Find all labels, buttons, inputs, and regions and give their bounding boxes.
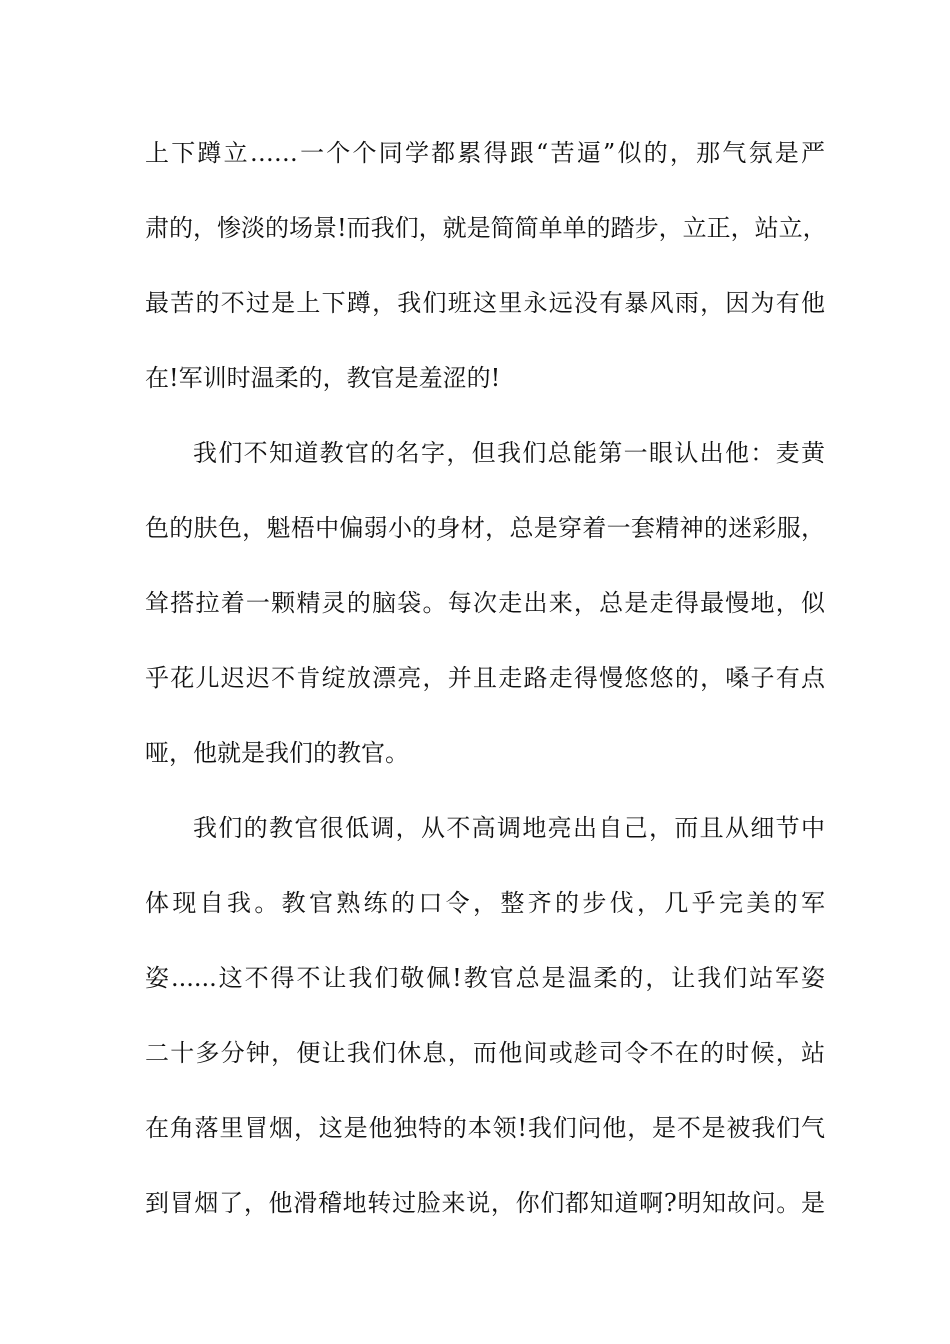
text-line: 最苦的不过是上下蹲，我们班这里永远没有暴风雨，因为有他 bbox=[145, 289, 825, 317]
text-line: 色的肤色，魁梧中偏弱小的身材，总是穿着一套精神的迷彩服， bbox=[145, 514, 825, 542]
text-line: 在!军训时温柔的，教官是羞涩的! bbox=[145, 364, 501, 392]
text-line: 二十多分钟，便让我们休息，而他间或趁司令不在的时候，站 bbox=[145, 1039, 825, 1067]
text-line: 到冒烟了，他滑稽地转过脸来说，你们都知道啊?明知故问。是 bbox=[145, 1189, 825, 1217]
text-line: 耸搭拉着一颗精灵的脑袋。每次走出来，总是走得最慢地，似 bbox=[145, 589, 825, 617]
text-line: 我们不知道教官的名字，但我们总能第一眼认出他：麦黄 bbox=[193, 439, 825, 467]
text-line: 我们的教官很低调，从不高调地亮出自己，而且从细节中 bbox=[193, 814, 825, 842]
text-line: 在角落里冒烟，这是他独特的本领!我们问他，是不是被我们气 bbox=[145, 1114, 825, 1142]
text-line: 体现自我。教官熟练的口令，整齐的步伐，几乎完美的军 bbox=[145, 889, 825, 917]
text-line: 上下蹲立……一个个同学都累得跟“苦逼”似的，那气氛是严 bbox=[145, 139, 825, 167]
paragraph-3 bbox=[145, 803, 825, 1253]
paragraph-2 bbox=[145, 428, 825, 803]
paragraph-1 bbox=[145, 128, 825, 428]
text-line: 肃的，惨淡的场景!而我们，就是简简单单的踏步，立正，站立， bbox=[145, 214, 827, 242]
text-line: 乎花儿迟迟不肯绽放漂亮，并且走路走得慢悠悠的，嗓子有点 bbox=[145, 664, 825, 692]
text-line: 姿......这不得不让我们敬佩!教官总是温柔的，让我们站军姿 bbox=[145, 964, 825, 992]
text-line: 哑，他就是我们的教官。 bbox=[145, 739, 409, 767]
body-text bbox=[145, 128, 825, 1253]
